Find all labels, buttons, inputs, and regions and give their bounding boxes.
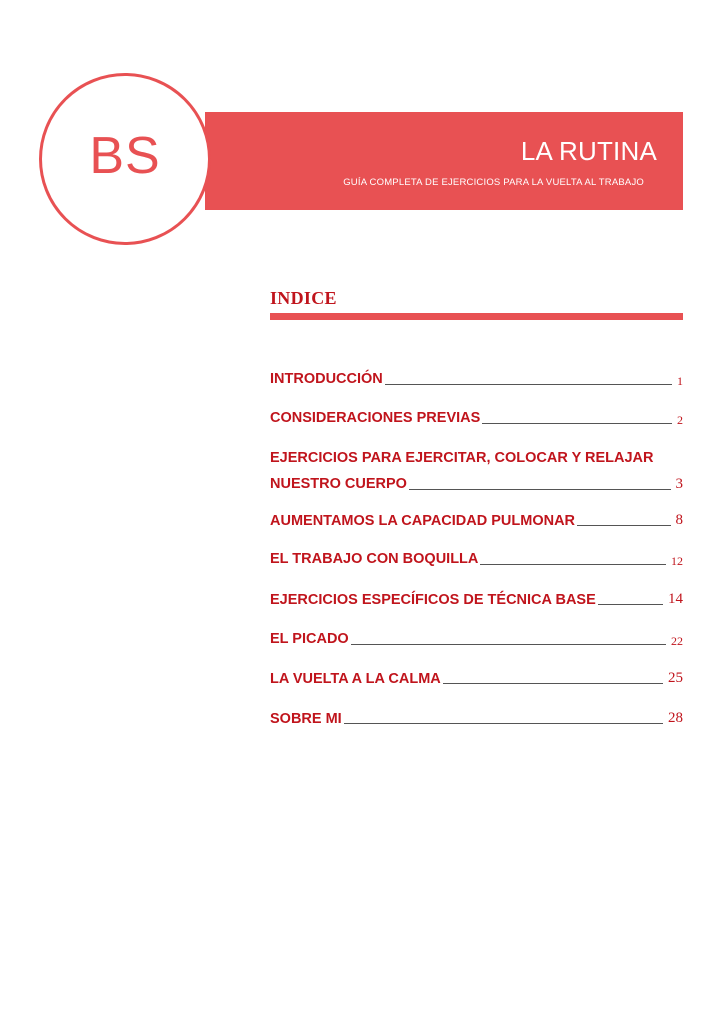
- toc-page-number: 28: [668, 710, 683, 726]
- toc-entry-label-line1: EJERCICIOS PARA EJERCITAR, COLOCAR Y RELAJAR: [270, 450, 654, 466]
- toc-entry-label-line2: NUESTRO CUERPO: [270, 476, 407, 492]
- toc-entry-vuelta-calma[interactable]: [270, 671, 683, 686]
- logo-text: BS: [89, 127, 161, 185]
- toc-leader-line: [385, 383, 672, 385]
- toc-page-number: 22: [671, 633, 683, 648]
- toc-entry-boquilla[interactable]: [270, 552, 683, 567]
- toc-leader-line: [409, 488, 671, 490]
- toc-entry-ejercicios-cuerpo[interactable]: [270, 451, 683, 492]
- toc-leader-line: [480, 563, 666, 565]
- toc-entry-label: EL TRABAJO CON BOQUILLA: [270, 551, 479, 567]
- document-title: LA RUTINA: [520, 136, 657, 166]
- logo-circle: [39, 73, 211, 245]
- toc-entry-label: INTRODUCCIÓN: [270, 371, 383, 387]
- toc-entry-capacidad-pulmonar[interactable]: [270, 513, 683, 528]
- toc-entry-label: LA VUELTA A LA CALMA: [270, 670, 441, 687]
- document-subtitle: GUÍA COMPLETA DE EJERCICIOS PARA LA VUELTA AL TRABAJO: [343, 177, 644, 188]
- toc-leader-line: [598, 603, 663, 605]
- toc-entry-label: EJERCICIOS ESPECÍFICOS DE TÉCNICA BASE: [270, 591, 596, 608]
- toc-page-number: 2: [677, 412, 683, 427]
- toc-entry-label: CONSIDERACIONES PREVIAS: [270, 410, 481, 426]
- toc-page-number: 3: [675, 475, 683, 492]
- toc-leader-line: [344, 722, 663, 724]
- toc-entry-introduccion[interactable]: [270, 372, 683, 387]
- toc-entry-label: EL PICADO: [270, 631, 349, 647]
- toc-entry-picado[interactable]: [270, 632, 683, 647]
- toc-leader-line: [577, 524, 670, 526]
- toc-page-number: 12: [671, 553, 683, 568]
- toc-leader-line: [351, 643, 666, 645]
- toc-page-number: 25: [668, 670, 683, 686]
- toc-entry-label: AUMENTAMOS LA CAPACIDAD PULMONAR: [270, 512, 576, 529]
- toc-leader-line: [443, 682, 663, 684]
- toc-entry-sobre-mi[interactable]: [270, 711, 683, 726]
- toc-page-number: 14: [668, 591, 683, 607]
- toc-entry-consideraciones[interactable]: [270, 411, 683, 426]
- index-heading: INDICE: [270, 288, 337, 308]
- index-divider: [270, 313, 683, 320]
- toc-entry-tecnica-base[interactable]: [270, 592, 683, 607]
- toc-page-number: 1: [677, 373, 683, 388]
- header-banner: [205, 112, 683, 210]
- toc-page-number: 8: [675, 512, 683, 528]
- toc-entry-label: SOBRE MI: [270, 710, 342, 727]
- toc-leader-line: [482, 422, 672, 424]
